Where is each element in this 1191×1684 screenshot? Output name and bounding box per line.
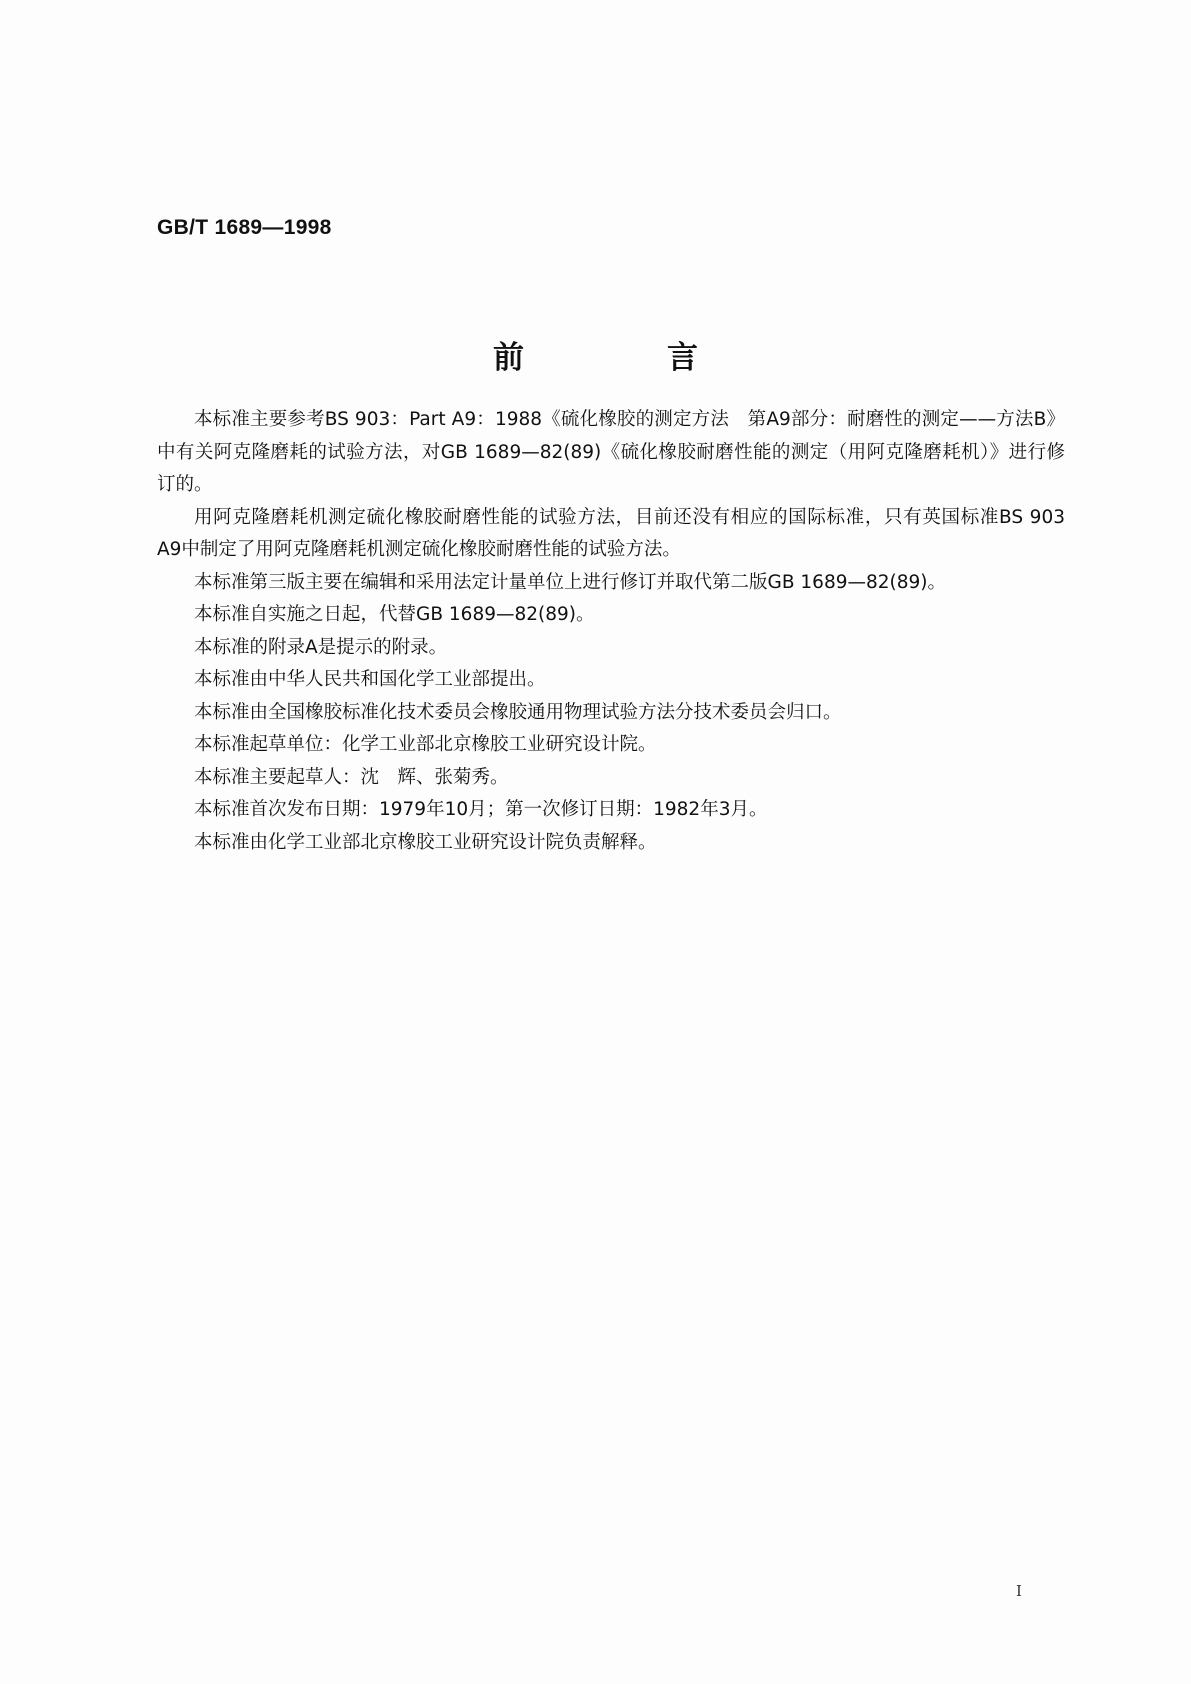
page-title: 前 言	[493, 340, 754, 376]
paragraph: 本标准由全国橡胶标准化技术委员会橡胶通用物理试验方法分技术委员会归口。	[194, 701, 842, 723]
page-number: I	[1016, 1582, 1022, 1600]
paragraph: 本标准主要起草人：沈 辉、张菊秀。	[194, 766, 509, 788]
paragraph: 本标准的附录A是提示的附录。	[194, 636, 448, 658]
paragraph: 本标准自实施之日起，代替GB 1689—82(89)。	[194, 604, 595, 625]
paragraph: 本标准首次发布日期：1979年10月；第一次修订日期：1982年3月。	[194, 799, 768, 820]
paragraph: 本标准第三版主要在编辑和采用法定计量单位上进行修订并取代第二版GB 1689—82(89)。	[194, 571, 947, 593]
paragraph: 本标准主要参考BS 903：Part A9：1988《硫化橡胶的测定方法 第A9部分：耐磨性的测定——方法B》中有关阿克隆磨耗的试验方法，对GB 1689—82(89)《硫化橡胶耐磨性能的测定（用阿克隆磨耗机）》进行修订的。	[157, 409, 1065, 495]
paragraph: 本标准由化学工业部北京橡胶工业研究设计院负责解释。	[194, 831, 657, 853]
paragraph: 本标准由中华人民共和国化学工业部提出。	[194, 669, 546, 690]
foreword-body	[157, 404, 1065, 859]
paragraph: 本标准起草单位：化学工业部北京橡胶工业研究设计院。	[194, 734, 657, 755]
paragraph: 用阿克隆磨耗机测定硫化橡胶耐磨性能的试验方法，目前还没有相应的国际标准，只有英国标准BS 903 A9中制定了用阿克隆磨耗机测定硫化橡胶耐磨性能的试验方法。	[157, 506, 1065, 560]
standard-code: GB/T 1689—1998	[157, 216, 332, 239]
